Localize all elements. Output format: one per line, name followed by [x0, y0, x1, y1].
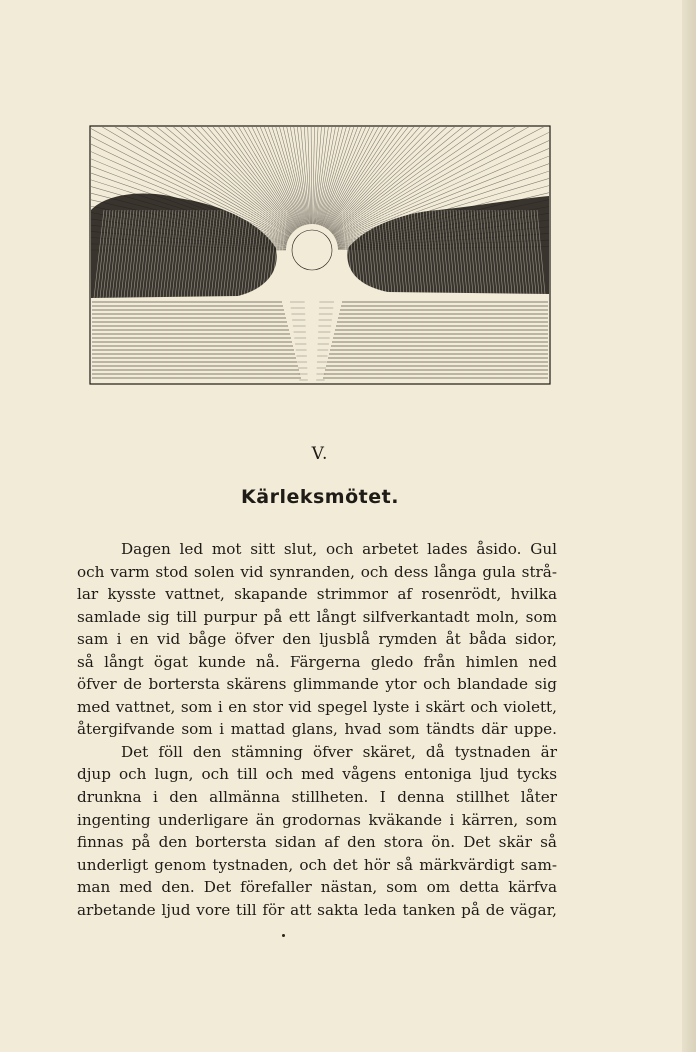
sunset-over-water-engraving-icon — [88, 120, 554, 390]
text-line: sam i en vid båge öfver den ljusblå rymden åt båda sidor, — [77, 630, 557, 649]
text-line: man med den. Det förefaller nästan, som om detta kärfva — [77, 878, 557, 897]
text-line: Det föll den stämning öfver skäret, då tystnaden är — [121, 742, 557, 761]
text-line: öfver de bortersta skärens glimmande ytor och blandade sig — [77, 675, 557, 694]
text-line: Dagen led mot sitt slut, och arbetet lades åsido. Gul — [121, 540, 557, 558]
text-line: så långt ögat kunde nå. Färgerna gledo från himlen ned — [77, 652, 557, 671]
text-line: samlade sig till purpur på ett långt silfverkantadt moln, som — [77, 607, 557, 626]
chapter-number: V. — [311, 444, 329, 464]
text-line: underligt genom tystnaden, och det hör så märkvärdigt sam- — [77, 855, 557, 874]
text-line: och varm stod solen vid synranden, och dess långa gula strå- — [77, 562, 557, 581]
chapter-illustration — [88, 120, 554, 390]
text-line: finnas på den bortersta sidan af den stora ön. Det skär så — [77, 833, 557, 852]
page-edge — [682, 0, 696, 1052]
chapter-title: Kärleksmötet. — [241, 486, 399, 508]
text-line: återgifvande som i mattad glans, hvad som tändts där uppe. — [77, 720, 557, 739]
page-mark — [282, 934, 285, 937]
text-line: med vattnet, som i en stor vid spegel lyste i skärt och violett, — [77, 697, 557, 716]
right-island — [347, 196, 549, 294]
water-lines — [92, 302, 548, 378]
text-line: drunkna i den allmänna stillheten. I denna stillhet låter — [77, 788, 557, 807]
sun — [292, 230, 332, 270]
sun-reflection — [290, 302, 334, 380]
text-line: djup och lugn, och till och med vågens entoniga ljud tycks — [77, 765, 557, 784]
text-line: ingenting underligare än grodornas kväkande i kärren, som — [77, 810, 557, 829]
text-line: arbetande ljud vore till för att sakta leda tanken på de vägar, — [77, 900, 557, 919]
body-text — [77, 538, 557, 921]
text-line: lar kysste vattnet, skapande strimmor af rosenrödt, hvilka — [77, 585, 557, 604]
